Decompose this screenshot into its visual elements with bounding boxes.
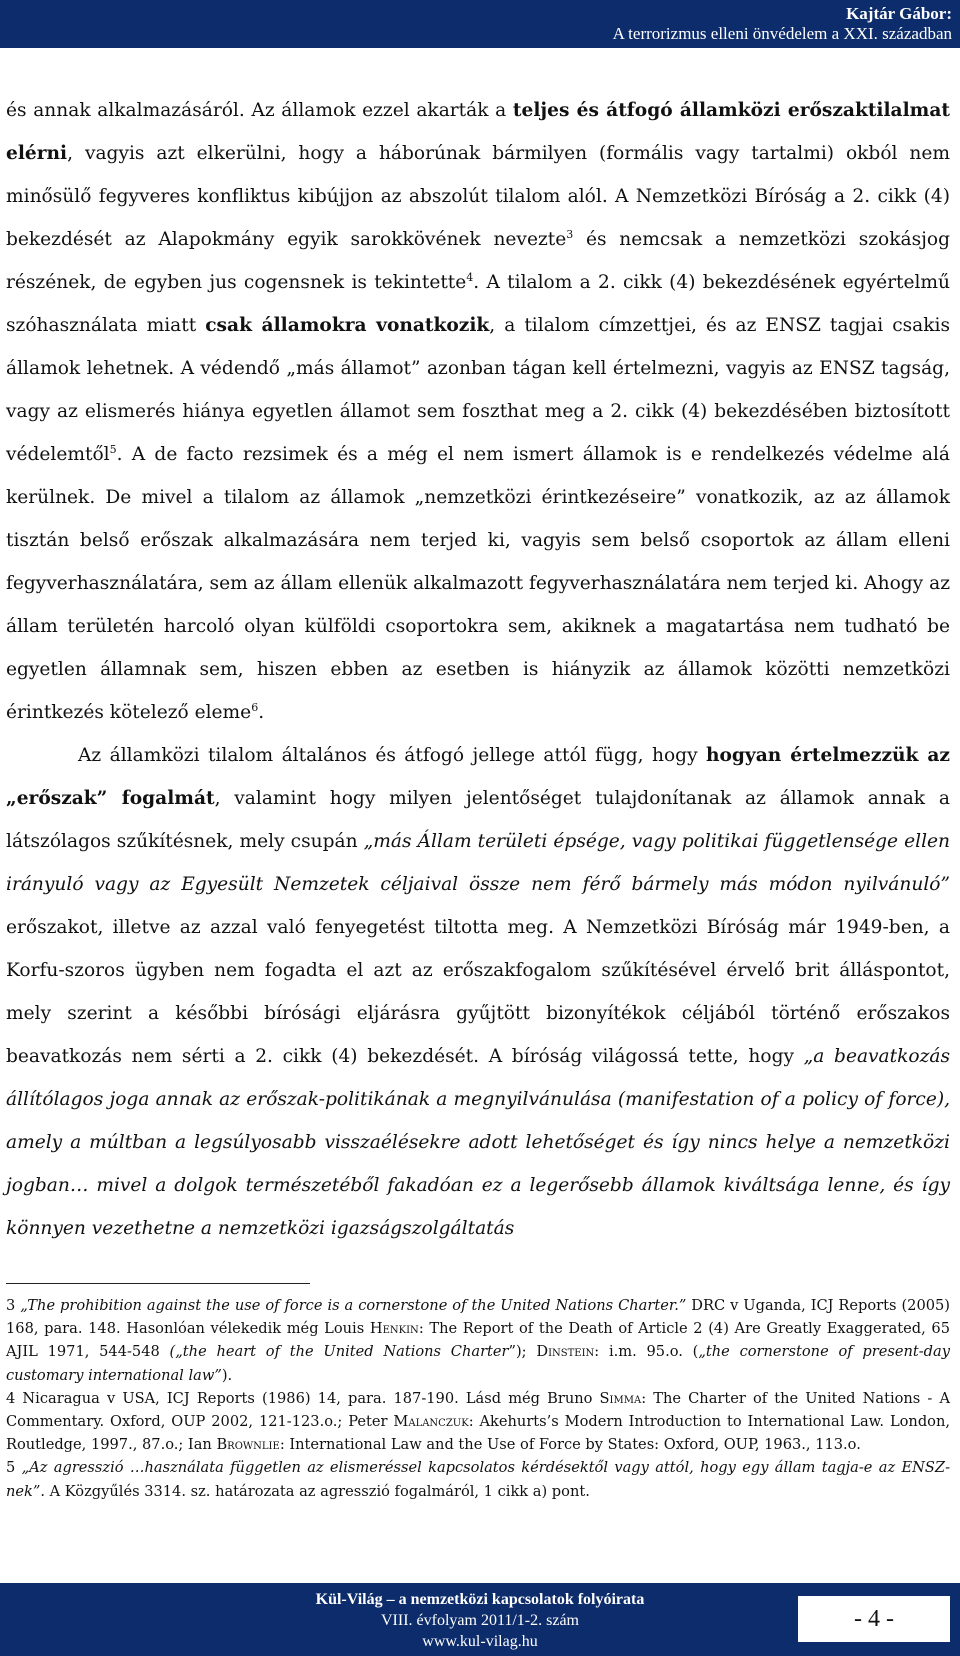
text-run: erőszakot, illetve az azzal való fenyegetést tiltotta meg. A Nemzetközi Bíróság már 1949-ben, a Korfu-szoros ügyben nem fogadta el azt az erőszakfogalom szűkítésével érvelő brit álláspontot, mely szerint a későbbi bírósági eljárásra gyűjtött bizonyítékok céljából történő erőszakos beavatkozás nem sérti a 2. cikk (4) bekezdését. A bíróság világossá tette, hogy [6,917,950,1067]
text-run: . A tilalom a 2. cikk (4) bekezdésének egyértelmű szóhasználata miatt [6,272,950,336]
footnote-text: Nicaragua v USA, ICJ Reports (1986) 14, para. 187-190. Lásd még Bruno [15,1389,600,1407]
footnote-text: A Közgyűlés 3314. sz. határozata az agresszió fogalmáról, 1 cikk a) pont. [44,1482,590,1500]
footnote-separator [6,1283,310,1284]
author-name: Dinstein [536,1343,595,1361]
footnote-text: : Akehurts’s Modern Introduction to International Law. London, Routledge, 1997., 87.o.; Ian [6,1413,950,1454]
running-header [613,4,952,44]
footnote-quote: „Az agresszió …használata független az elismeréssel kapcsolatos kérdésektől vagy attól, hogy egy állam tagja-e az ENSZ-nek”. [6,1459,950,1500]
footnote-quote: „The prohibition against the use of force is a cornerstone of the United Nations Charter.” [20,1297,687,1314]
author-name: Simma [599,1389,642,1407]
footnote-4 [6,1387,950,1457]
text-run: , vagyis azt elkerülni, hogy a háborúnak bármilyen (formális vagy tartalmi) okból nem minősülő fegyveres konfliktus kibújjon az abszolút tilalom alól. A Nemzetközi Bíróság a 2. cikk (4) bekezdését az Alapokmány egyik sarokkövének nevezte [6,143,950,250]
text-run: , valamint hogy milyen jelentőséget tulajdonítanak az államok annak a látszólagos szűkítésnek, mely csupán [6,788,950,852]
footnote-number: 3 [6,1297,16,1314]
footnote-ref-6: 6 [251,700,259,714]
quote-italic: „a beavatkozás állítólagos joga annak az erőszak-politikának a megnyilvánulása (manifestation of a policy of force), amely a múltban a legsúlyosabb visszaélésekre adott lehetőséget és így nincs helye a nemzetközi jogban… mivel a dolgok természetéből fakadóan ez a legerősebb államok kiváltsága lenne, és így könnyen vezethetne a nemzetközi igazságszolgáltatás [6,1046,950,1239]
footnote-5 [6,1456,950,1502]
footnote-ref-3: 3 [566,227,574,241]
emphasis-bold: hogyan értelmezzük az „erőszak” fogalmát [6,745,950,809]
header-title: A terrorizmus elleni önvédelem a XXI. században [612,24,952,43]
journal-url[interactable]: www.kul-vilag.hu [422,1633,538,1650]
header-band [0,0,960,48]
page-number-box [798,1596,950,1642]
footnote-text: : The Charter of the United Nations - A Commentary. Oxford, OUP 2002, 121-123.o.; Peter [6,1389,950,1431]
footer-band [0,1583,960,1656]
footnote-quote: „the cornerstone of present-day customary international law” [6,1343,950,1384]
footnotes [6,1294,950,1503]
body-text [6,89,950,1250]
emphasis-bold: csak államokra vonatkozik [205,315,490,336]
footnote-3 [6,1294,950,1387]
quote-italic: „más Állam területi épsége, vagy politikai függetlensége ellen irányuló vagy az Egyesült Nemzetek céljaival össze nem férő bármely más módon nyilvánuló” [6,831,950,895]
footnote-text: DRC v Uganda, ICJ Reports (2005) 168, para. 148. Hasonlóan vélekedik még Louis [6,1297,950,1338]
text-run: Az államközi tilalom általános és átfogó jellege attól függ, hogy [78,745,706,766]
footnote-ref-4: 4 [466,270,474,284]
page-number: - 4 - [854,1605,894,1632]
text-run: . [258,702,265,723]
text-run: és nemcsak a nemzetközi szokásjog részének, de egyben jus cogensnek is tekintette [6,229,950,293]
footnote-text: ”); [508,1343,537,1361]
footnote-text: : International Law and the Use of Force by States: Oxford, OUP, 1963., 113.o. [279,1436,861,1454]
header-author: Kajtár Gábor: [846,4,952,23]
author-name: Malanczuk [393,1413,469,1431]
author-name: Brownlie [216,1436,280,1454]
footnote-text: ). [221,1366,233,1384]
footnote-quote: („the heart of the United Nations Charter [169,1343,509,1361]
footnote-text: : i.m. 95.o. ( [594,1343,699,1361]
footnote-text: : The Report of the Death of Article 2 (4) Are Greatly Exaggerated, 65 AJIL 1971, 544-548 [6,1320,951,1361]
journal-issue: VIII. évfolyam 2011/1-2. szám [380,1612,579,1629]
emphasis-bold: teljes és átfogó államközi erőszaktilalmat elérni [6,100,950,164]
paragraph-1 [6,89,950,734]
footer-info [140,1589,820,1652]
author-name: Henkin [369,1320,419,1338]
text-run: , a tilalom címzettjei, és az ENSZ tagjai csakis államok lehetnek. A védendő „más államot” azonban tágan kell értelmezni, vagyis az ENSZ tagság, vagy az elismerés hiánya egyetlen államot sem foszthat meg a 2. cikk (4) bekezdésében biztosított védelemtől [6,315,950,465]
text-run: . A de facto rezsimek és a még el nem ismert államok is e rendelkezés védelme alá kerülnek. De mivel a tilalom az államok „nemzetközi érintkezéseire” vonatkozik, az az államok tisztán belső erőszak alkalmazására nem terjed ki, vagyis sem belső csoportok az állam elleni fegyverhasználatára, sem az állam ellenük alkalmazott fegyverhasználatára nem terjed ki. Ahogy az állam területén harcoló olyan külföldi csoportokra sem, akiknek a magatartása nem tudható be egyetlen államnak sem, hiszen ebben az esetben is hiányzik az államok közötti nemzetközi érintkezés kötelező eleme [6,444,950,723]
footnote-number: 4 [6,1389,16,1407]
journal-name: Kül-Világ – a nemzetközi kapcsolatok folyóirata [315,1591,645,1608]
footnote-ref-5: 5 [109,442,117,456]
footnote-number: 5 [6,1459,16,1477]
paragraph-2 [6,734,950,1250]
text-run: és annak alkalmazásáról. Az államok ezzel akarták a [6,100,513,121]
